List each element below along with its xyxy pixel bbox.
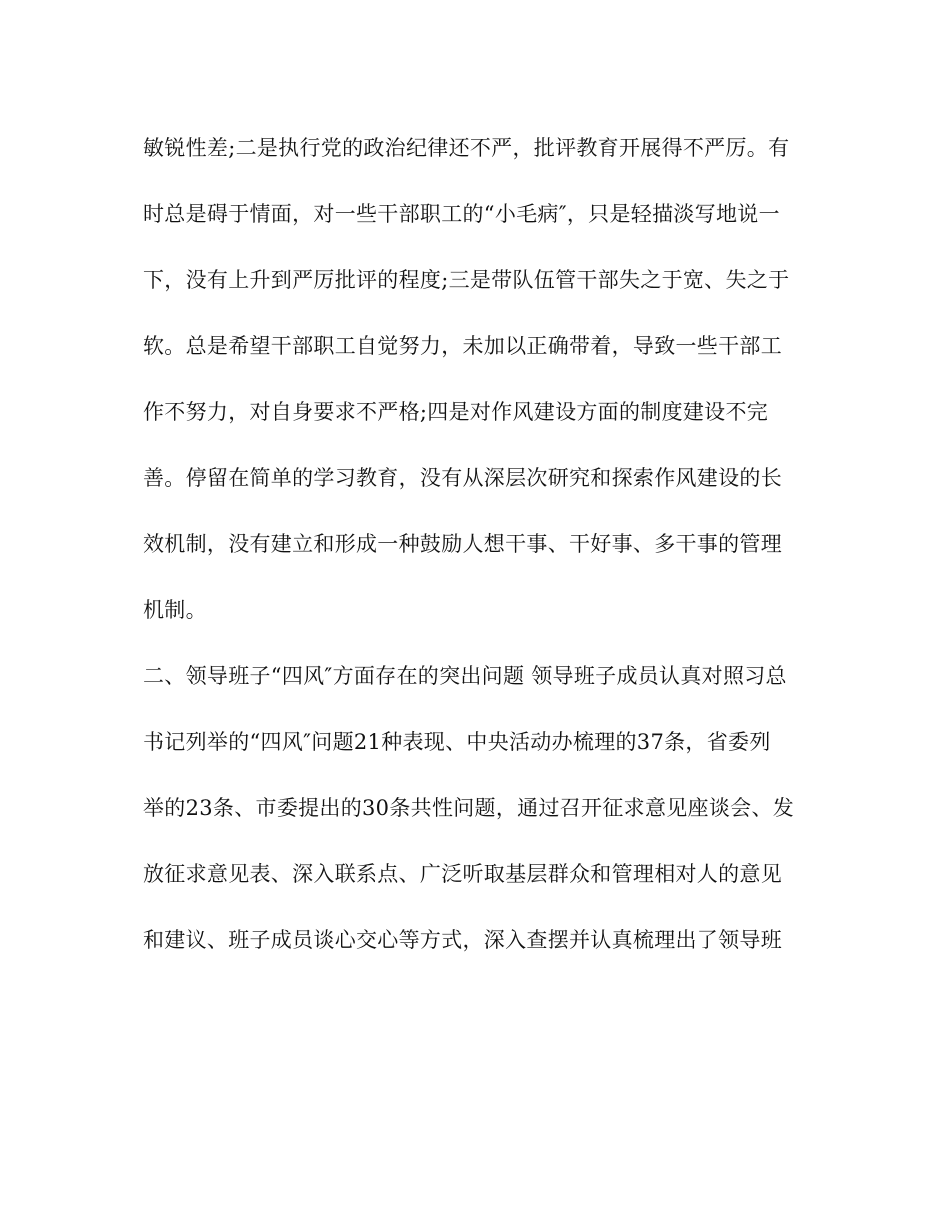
text-line: 放征求意见表、深入联系点、广泛听取基层群众和管理相对人的意见 (143, 862, 782, 886)
text-line: 时总是碍于情面，对一些干部职工的“小毛病″，只是轻描淡写地说一 (143, 202, 780, 226)
text-line: 作不努力，对自身要求不严格;四是对作风建设方面的制度建设不完 (143, 400, 769, 424)
text-line: 软。总是希望干部职工自觉努力，未加以正确带着，导致一些干部工 (143, 334, 782, 358)
text-line: 举的23条、市委提出的30条共性问题，通过召开征求意见座谈会、发 (143, 796, 795, 820)
section-heading-line: 二、领导班子“四风″方面存在的突出问题 领导班子成员认真对照习总 (143, 664, 787, 688)
text-line: 善。停留在简单的学习教育，没有从深层次研究和探索作风建设的长 (143, 466, 782, 490)
text-line: 效机制，没有建立和形成一种鼓励人想干事、干好事、多干事的管理 (143, 532, 782, 556)
text-line: 敏锐性差;二是执行党的政治纪律还不严，批评教育开展得不严厉。有 (143, 136, 790, 160)
text-line: 机制。 (143, 598, 207, 622)
text-line: 书记列举的“四风″问题21种表现、中央活动办梳理的37条，省委列 (143, 730, 771, 754)
text-line: 下，没有上升到严厉批评的程度;三是带队伍管干部失之于宽、失之于 (143, 268, 790, 292)
body-text (143, 136, 823, 994)
text-line: 和建议、班子成员谈心交心等方式，深入查摆并认真梳理出了领导班 (143, 928, 782, 952)
